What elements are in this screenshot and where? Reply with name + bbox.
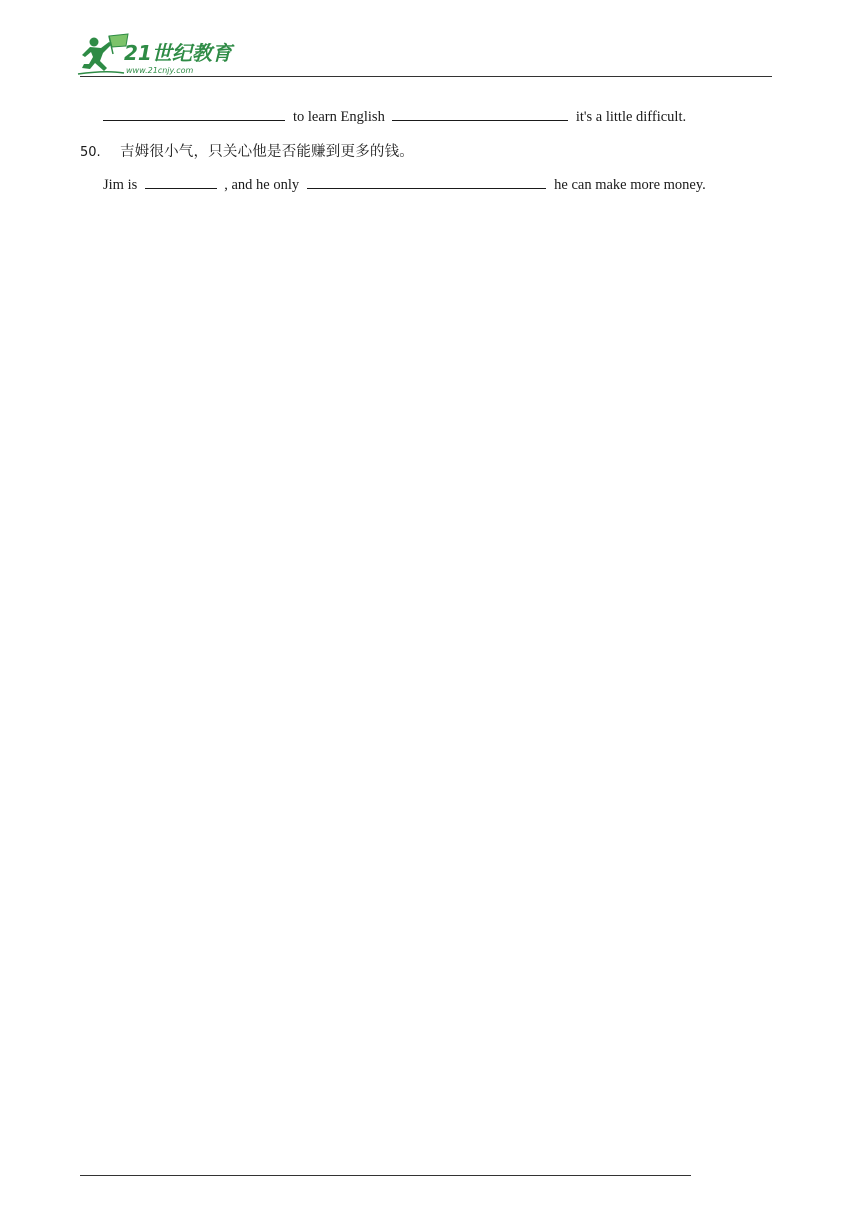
answer-blank[interactable] <box>307 174 546 189</box>
site-logo <box>76 32 246 80</box>
sentence-fragment: , and he only <box>224 177 300 193</box>
runner-icon <box>82 34 128 71</box>
sentence-fragment: it's a little difficult. <box>575 109 687 125</box>
sentence-fragment: he can make more money. <box>554 177 706 193</box>
answer-blank[interactable] <box>103 106 285 121</box>
logo-url-text: www.21cnjy.com <box>126 66 194 75</box>
sentence-fragment: Jim is <box>103 177 138 193</box>
question-50 <box>80 140 414 161</box>
footer-rule <box>80 1175 691 1176</box>
question-prompt: 吉姆很小气，只关心他是否能赚到更多的钱。 <box>120 144 414 160</box>
header-rule <box>80 76 772 77</box>
question-50-answer-line <box>103 174 706 194</box>
answer-blank[interactable] <box>392 106 568 121</box>
answer-blank[interactable] <box>145 174 217 189</box>
question-49-answer-line <box>103 106 686 126</box>
logo-main-text: 21世纪教育 <box>124 41 232 65</box>
sentence-fragment: to learn English <box>293 109 385 125</box>
question-number: 50. <box>80 145 101 160</box>
